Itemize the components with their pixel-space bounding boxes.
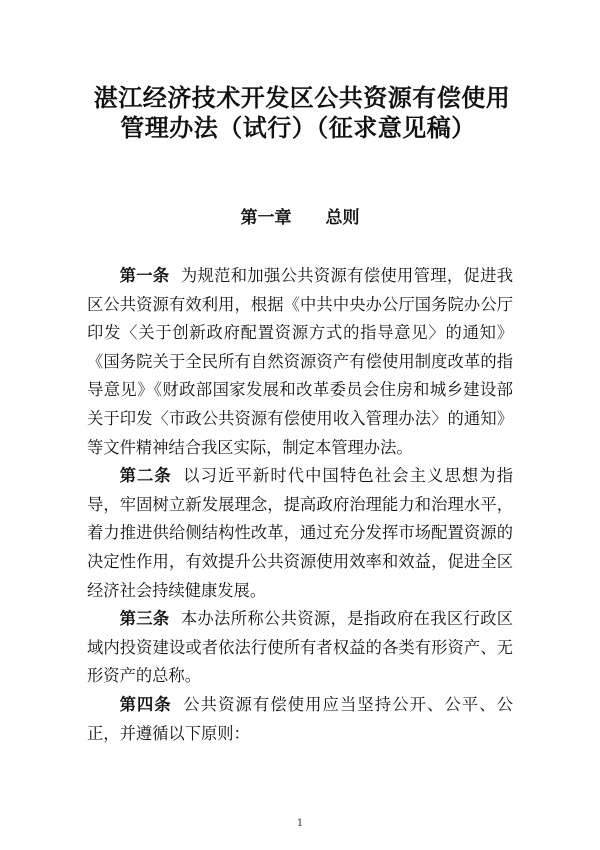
article-label: 第三条 (119, 609, 170, 629)
page-number: 1 (296, 818, 304, 829)
article-1 (87, 262, 513, 462)
article-text: 本办法所称公共资源，是指政府在我区行政区域内投资建设或者依法行使所有者权益的各类有形资产、无形资产的总称。 (87, 609, 513, 686)
article-text: 公共资源有偿使用应当坚持公开、公平、公正，并遵循以下原则： (87, 694, 513, 743)
article-2 (87, 462, 513, 605)
document-title-line-2: 管理办法（试行）（征求意见稿） (120, 114, 476, 142)
document-title-line-1: 湛江经济技术开发区公共资源有偿使用 (93, 84, 511, 112)
article-text: 为规范和加强公共资源有偿使用管理，促进我区公共资源有效利用，根据《中共中央办公厅国务院办公厅印发〈关于创新政府配置资源方式的指导意见〉的通知》《国务院关于全民所有自然资源资产有偿使用制度改革的指导意见》《财政部国家发展和改革委员会住房和城乡建设部关于印发〈市政公共资源有偿使用收入管理办法〉的通知》等文件精神结合我区实际，制定本管理办法。 (87, 266, 513, 457)
article-label: 第一条 (119, 266, 170, 285)
article-label: 第二条 (119, 466, 172, 486)
article-3 (87, 605, 513, 691)
chapter-heading: 第一章 总则 (240, 208, 360, 228)
article-text: 以习近平新时代中国特色社会主义思想为指导，牢固树立新发展理念，提高政府治理能力和治理水平，着力推进供给侧结构性改革，通过充分发挥市场配置资源的决定性作用，有效提升公共资源使用效率和效益，促进全区经济社会持续健康发展。 (87, 466, 513, 600)
article-label: 第四条 (119, 694, 172, 714)
document-body (87, 262, 513, 748)
article-4 (87, 691, 513, 748)
